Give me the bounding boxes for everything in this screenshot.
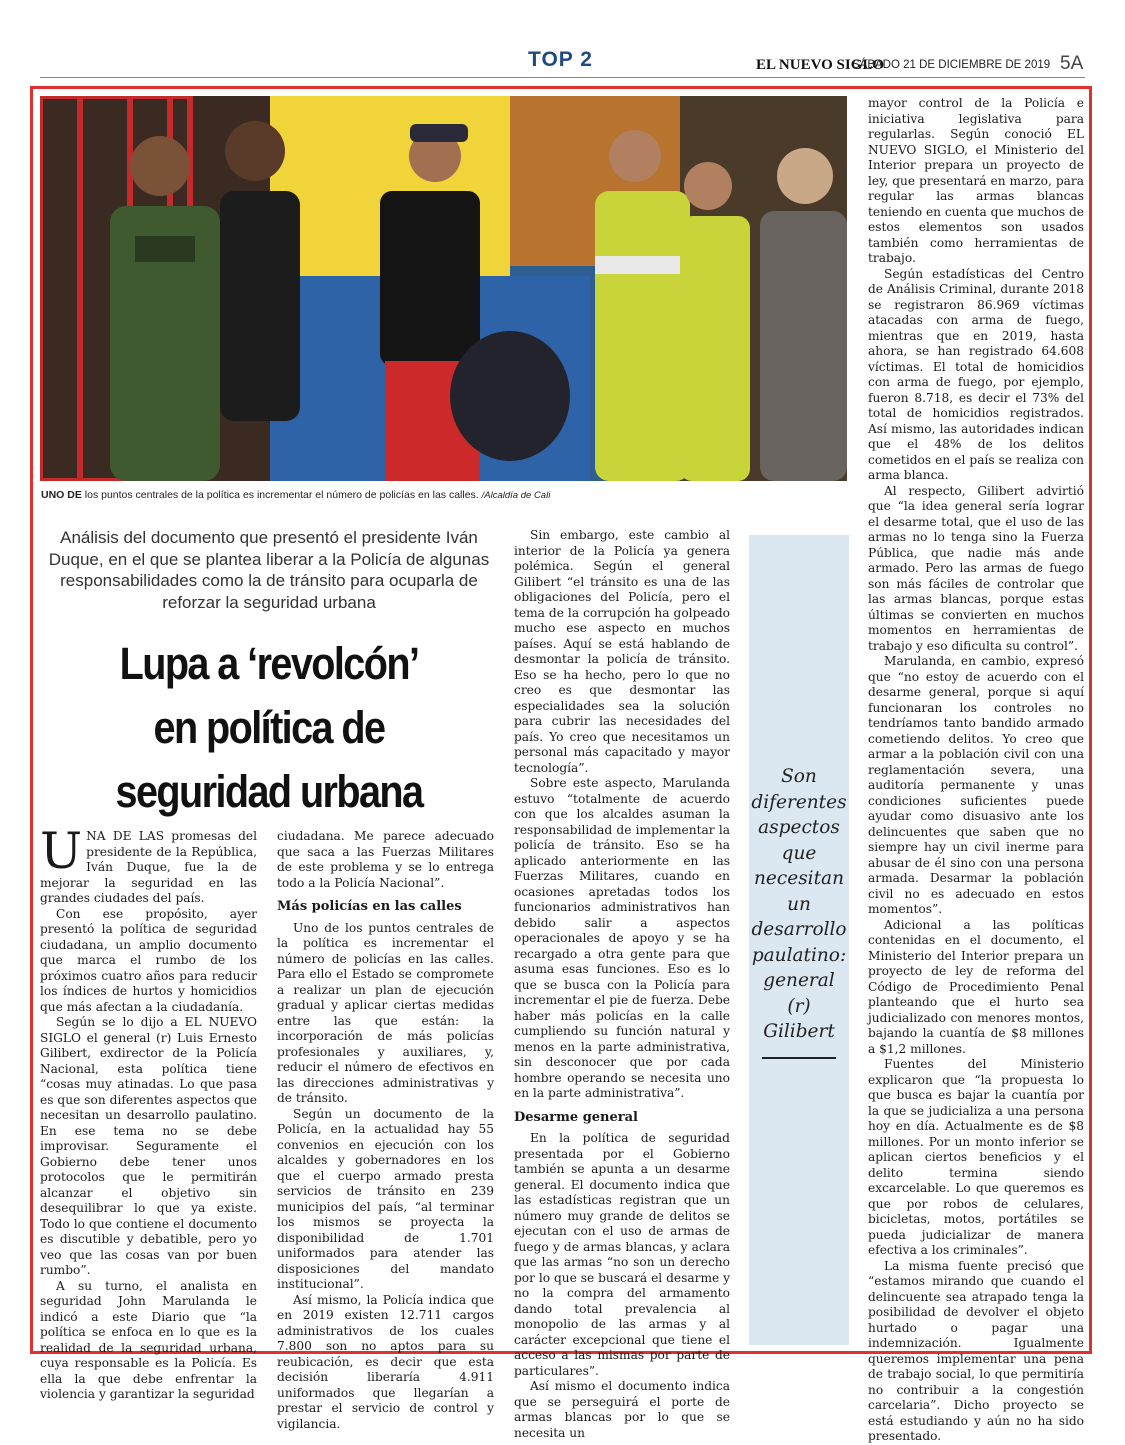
caption-credit: /Alcaldía de Cali bbox=[481, 490, 551, 501]
paragraph: Fuentes del Ministerio explicaron que “la propuesta lo que busca es bajar la cuantía por la que se judicializa a una persona hoy en día. Actualmente es de $8 millones. Por un monto inferior se aplican ciertos beneficios y el delito termina siendo excarcelable. Lo que queremos es que por robos de celulares, bicicletas, motos, portátiles se pueda judicializar de manera efectiva a los criminales”. bbox=[868, 1057, 1084, 1257]
paragraph: Según un documento de la Policía, en la actualidad hay 55 convenios en ejecución con los alcaldes y gobernadores en los que el cuerpo armado presta servicios de tránsito en 239 municipios del país, “al terminar los mismos se proyecta la disponibilidad de 1.701 uniformados para atender las disposiciones del mandato institucional”. bbox=[277, 1106, 494, 1291]
caption-text: los puntos centrales de la política es incrementar el número de policías en las calles. bbox=[84, 489, 479, 501]
paragraph: mayor control de la Policía e iniciativa legislativa para regularlas. Según conoció EL NUEVO SIGLO, el Ministerio del Interior prepara un proyecto de ley, que presentará en marzo, para regular las armas blancas teniendo en cuenta que muchos de estos elementos son usados también como herramientas de trabajo. bbox=[868, 96, 1084, 265]
caption-lead: UNO DE bbox=[41, 489, 82, 501]
paragraph: A su turno, el analista en seguridad John Marulanda le indicó a este Diario que “la política se enfoca en lo que es la realidad de la seguridad urbana, cuya responsable es la Policía. Es ella la que debe enfrentar la violencia y garantizar la seguridad bbox=[40, 1278, 257, 1401]
drop-cap: U bbox=[40, 822, 83, 880]
paragraph: La misma fuente precisó que “estamos mirando que cuando el delincuente sea atrapado tenga la posibilidad de devolver el objeto hurtado o pagar una indemnización. Igualmente queremos implementar una pena de trabajo social, lo que permitiría no contribuir a la congestión carcelaria”. Dicho proyecto se está estudiando y aún no ha sido presentado. bbox=[868, 1258, 1084, 1443]
paragraph: Marulanda, en cambio, expresó que “no estoy de acuerdo con el desarme general, porque si aquí funcionaran los controles no tendríamos tanto bandido armado cometiendo delitos. Yo creo que armar a la población civil con una reglamentación severa, una auditoría permanente y unas condiciones suficientes puede ayudar como disuasivo ante los delincuentes que saben que no siempre hay un civil inerme para abusar de él sino con una persona armada. Desarmar la población civil no es adecuado en estos momentos”. bbox=[868, 654, 1084, 916]
subheading: Más policías en las calles bbox=[277, 899, 462, 914]
paragraph: Adicional a las políticas contenidas en el documento, el Ministerio del Interior prepara un proyecto de ley de reforma del Código de Procedimiento Penal planteando que el hurto sea judicializado con menores montos, bajando la cuantía de $8 millones a $1,2 millones. bbox=[868, 917, 1084, 1056]
paragraph: Con ese propósito, ayer presentó la política de seguridad ciudadana, un amplio documento que marca el rumbo de los próximos cuatro años para reducir los índices de hurtos y homicidios que más afectan a la ciudadanía. bbox=[40, 906, 257, 1014]
headline-line-2: en política de bbox=[153, 702, 385, 753]
photo-caption bbox=[41, 489, 846, 501]
paragraph: UNA DE LAS promesas del presidente de la República, Iván Duque, fue la de mejorar la seguridad en las grandes ciudades del país. bbox=[40, 822, 257, 905]
pullquote-text: Son diferentes aspectos que necesitan un desarrollo paulatino: general (r) Gilibert bbox=[751, 766, 847, 1042]
headline-line-1: Lupa a ‘revolcón’ bbox=[119, 638, 419, 689]
paragraph: En la política de seguridad presentada por el Gobierno también se apunta a un desarme general. El documento indica que las estadísticas registran que un número muy grande de delitos se ejecutan con el uso de armas de fuego y de armas blancas, y aclara que las armas “no son un derecho por lo que se buscará el desarme y no la compra del armamento dando total prevalencia al monopolio de las armas y al carácter excepcional que tiene el acceso a las mismas por parte de particulares”. bbox=[514, 1131, 730, 1378]
article-headline bbox=[66, 632, 473, 824]
paragraph: Sobre este aspecto, Marulanda estuvo “totalmente de acuerdo con que los alcaldes asuman la responsabilidad de implementar la policía de tránsito. Eso se ha aplicado anteriormente en las Fuerzas Militares, cuando en ocasiones apretadas todos los funcionarios administrativos han debido salir a aspectos operacionales de apoyo y se ha recargado a otra gente para que asuma esas funciones. Eso es lo que se busca con la Policía para incrementar el pie de fuerza. Debe haber más policías en la calle cumpliendo su función natural y menos en la parte administrativa, sin desconocer que por cada hombre operando se necesita uno en la parte administrativa”. bbox=[514, 776, 730, 1100]
article-column-1 bbox=[40, 822, 257, 1403]
section-title: TOP 2 bbox=[528, 48, 593, 71]
paragraph: Así mismo el documento indica que se perseguirá el porte de armas blancas por lo que se necesita un bbox=[514, 1379, 730, 1440]
page-number: 5A bbox=[1060, 53, 1084, 74]
article-column-5 bbox=[868, 96, 1084, 1445]
headline-line-3: seguridad urbana bbox=[115, 766, 423, 817]
photo-illustration bbox=[40, 96, 847, 481]
publication-date: SÁBADO 21 DE DICIEMBRE DE 2019 bbox=[852, 59, 1051, 71]
article-column-3 bbox=[514, 528, 730, 1441]
article-column-2 bbox=[277, 829, 494, 1432]
article-photo bbox=[40, 96, 847, 481]
paragraph: Según se lo dijo a EL NUEVO SIGLO el general (r) Luis Ernesto Gilibert, exdirector de la Policía Nacional, esta política tiene “cosas muy atinadas. Lo que pasa es que son diferentes aspectos que necesitan un desarrollo paulatino. En ese tema no se debe improvisar. Seguramente el Gobierno debe tener unos protocolos que le permitirán alcanzar el objetivo sin desequilibrar lo que ya existe. Todo lo que contiene el documento es discutible y debatible, pero yo veo que las cosas van por buen rumbo”. bbox=[40, 1015, 257, 1277]
header-rule bbox=[40, 77, 1085, 78]
subheading: Desarme general bbox=[514, 1109, 638, 1125]
paragraph: Así mismo, la Policía indica que en 2019 existen 12.711 cargos administrativos de los cuales 7.800 son no aptos para su reubicación, es decir que esta decisión liberaría 4.911 uniformados que llegarían a prestar el servicio de control y vigilancia. bbox=[277, 1292, 494, 1431]
pullquote-rule bbox=[762, 1057, 836, 1059]
paragraph: Al respecto, Gilibert advirtió que “la idea general sería lograr el desarme total, que el uso de las armas no lo tenga sino la Fuerza Pública, que nadie más ande armado. Pero las armas de fuego son más fáciles de controlar que las armas blancas, porque estas últimas se convierten en muchos momentos en herramientas de trabajo y eso dificulta su control”. bbox=[868, 483, 1084, 653]
publication-name: EL NUEVO SIGLO bbox=[756, 57, 885, 73]
article-deck: Análisis del documento que presentó el presidente Iván Duque, en el que se plantea liberar a la Policía de algunas responsabilidades como la de tránsito para ocuparla de reforzar la seguridad urbana bbox=[48, 528, 490, 612]
paragraph: Sin embargo, este cambio al interior de la Policía ya genera polémica. Según el general Gilibert “el tránsito es una de las obligaciones del Policía, pero el tema de la corrupción ha golpeado mucho ese aspecto en muchos países. Aquí se está hablando de desmontar la policía de tránsito. Eso se ha hecho, pero lo que no creo es que desmontar las especialidades sea la solución para cubrir las necesidades del país. Yo creo que necesitamos un personal más capacitado y mayor tecnología”. bbox=[514, 528, 730, 775]
paragraph: ciudadana. Me parece adecuado que saca a las Fuerzas Militares de este problema y se lo entrega todo a la Policía Nacional”. bbox=[277, 829, 494, 890]
paragraph: Uno de los puntos centrales de la política es incrementar el número de policías en las calles. Para ello el Estado se compromete a realizar un plan de ejecución gradual y aplicar ciertas medidas entre las que están: la incorporación de más policías profesionales y auxiliares, y, reducir el número de efectivos en las direcciones administrativas y de tránsito. bbox=[277, 920, 494, 1105]
paragraph: Según estadísticas del Centro de Análisis Criminal, durante 2018 se registraron 86.969 víctimas atacadas con arma de fuego, mientras que en 2019, hasta ahora, se han registrado 64.608 víctimas. El total de homicidios con arma de fuego, por ejemplo, fueron 8.718, es decir el 73% del total de homicidios registrados. Así mismo, las autoridades indican que el 48% de los delitos cometidos en el país se realiza con arma blanca. bbox=[868, 266, 1084, 482]
